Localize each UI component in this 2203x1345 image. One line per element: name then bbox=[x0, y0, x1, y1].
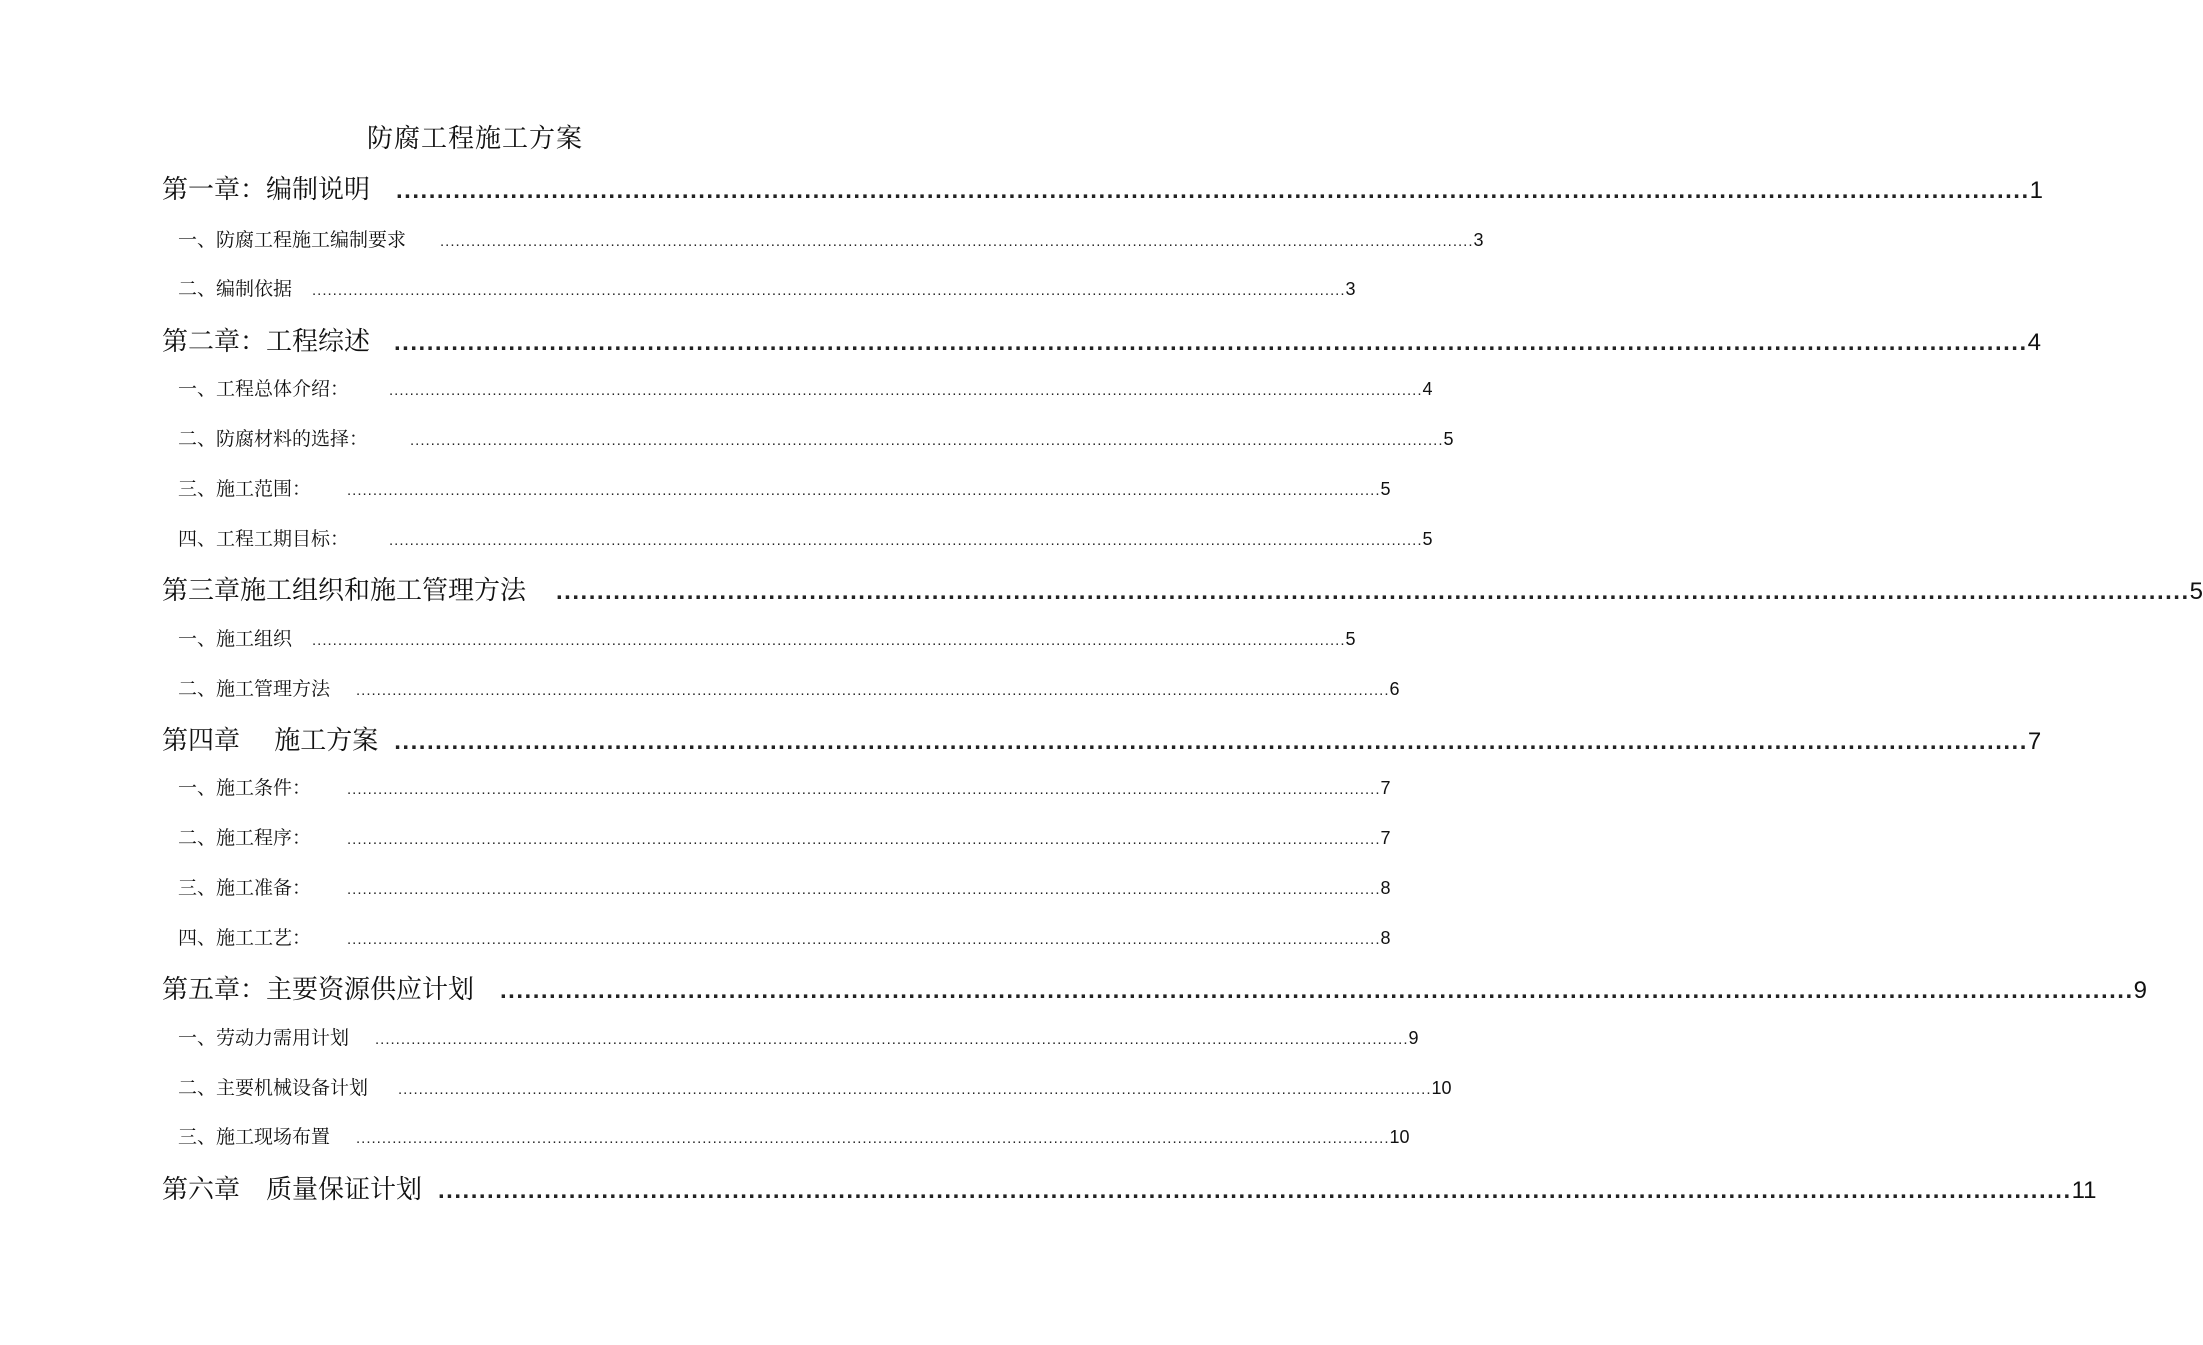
toc-dot-leader: ........................................................................................................................................................................................................ bbox=[396, 177, 2030, 204]
toc-page-number: 5 bbox=[2189, 578, 2203, 605]
toc-entry-label: 三、施工准备： bbox=[178, 877, 312, 899]
toc-page-number: 10 bbox=[1431, 1078, 1452, 1098]
toc-section-entry bbox=[178, 225, 1484, 255]
toc-section-entry bbox=[178, 823, 1391, 853]
toc-page-number: 9 bbox=[1408, 1028, 1419, 1048]
toc-entry-label: 二、施工管理方法 bbox=[178, 678, 331, 700]
toc-page-number: 7 bbox=[1380, 778, 1391, 798]
toc-dot-leader: ........................................................................................................................................................................................................ bbox=[500, 977, 2134, 1004]
toc-section-entry bbox=[178, 274, 1356, 304]
toc-dot-leader: ........................................................................................................................................................................................................ bbox=[410, 432, 1444, 449]
toc-page-number: 4 bbox=[1422, 379, 1433, 399]
toc-section-entry bbox=[178, 524, 1433, 554]
toc-page-number: 7 bbox=[2027, 728, 2042, 755]
toc-chapter-entry bbox=[162, 1170, 2097, 1210]
toc-entry-label: 二、防腐材料的选择： bbox=[178, 428, 369, 450]
toc-entry-label: 二、施工程序： bbox=[178, 827, 312, 849]
toc-dot-leader: ........................................................................................................................................................................................................ bbox=[389, 382, 1423, 399]
toc-chapter-entry bbox=[162, 970, 2147, 1010]
toc-entry-label: 二、编制依据 bbox=[178, 278, 293, 300]
toc-entry-label: 一、工程总体介绍： bbox=[178, 378, 350, 400]
toc-page-number: 8 bbox=[1380, 878, 1391, 898]
toc-page-number: 5 bbox=[1380, 479, 1391, 499]
toc-entry-label: 一、劳动力需用计划 bbox=[178, 1027, 350, 1049]
toc-dot-leader: ........................................................................................................................................................................................................ bbox=[440, 233, 1474, 250]
toc-entry-label: 四、工程工期目标： bbox=[178, 528, 350, 550]
toc-entry-label: 第五章：主要资源供应计划 bbox=[162, 975, 475, 1005]
toc-dot-leader: ........................................................................................................................................................................................................ bbox=[312, 282, 1346, 299]
toc-page-number: 11 bbox=[2071, 1177, 2097, 1204]
toc-dot-leader: ........................................................................................................................................................................................................ bbox=[556, 578, 2190, 605]
toc-entry-label: 第一章：编制说明 bbox=[162, 175, 371, 205]
toc-chapter-entry bbox=[162, 322, 2041, 362]
toc-section-entry bbox=[178, 923, 1391, 953]
toc-entry-label: 二、主要机械设备计划 bbox=[178, 1077, 369, 1099]
toc-entry-label: 第六章 质量保证计划 bbox=[162, 1175, 423, 1205]
toc-section-entry bbox=[178, 873, 1391, 903]
toc-dot-leader: ........................................................................................................................................................................................................ bbox=[389, 532, 1423, 549]
toc-dot-leader: ........................................................................................................................................................................................................ bbox=[394, 728, 2028, 755]
toc-dot-leader: ........................................................................................................................................................................................................ bbox=[312, 632, 1346, 649]
toc-dot-leader: ........................................................................................................................................................................................................ bbox=[347, 931, 1381, 948]
toc-dot-leader: ........................................................................................................................................................................................................ bbox=[356, 682, 1390, 699]
toc-entry-label: 第三章施工组织和施工管理方法 bbox=[162, 576, 527, 606]
toc-entry-label: 一、施工组织 bbox=[178, 628, 293, 650]
toc-page-number: 4 bbox=[2027, 329, 2041, 356]
toc-page-number: 6 bbox=[1389, 679, 1400, 699]
document-title: 防腐工程施工方案 bbox=[366, 124, 583, 154]
toc-page-number: 7 bbox=[1380, 828, 1391, 848]
toc-entry-label: 第二章：工程综述 bbox=[162, 327, 371, 357]
toc-page-number: 3 bbox=[1345, 279, 1356, 299]
toc-section-entry bbox=[178, 674, 1400, 704]
toc-dot-leader: ........................................................................................................................................................................................................ bbox=[347, 831, 1381, 848]
toc-entry-label: 四、施工工艺： bbox=[178, 927, 312, 949]
toc-dot-leader: ........................................................................................................................................................................................................ bbox=[375, 1031, 1409, 1048]
toc-dot-leader: ........................................................................................................................................................................................................ bbox=[398, 1081, 1432, 1098]
toc-page-number: 10 bbox=[1389, 1127, 1410, 1147]
toc-section-entry bbox=[178, 624, 1356, 654]
toc-chapter-entry bbox=[162, 571, 2203, 611]
toc-entry-label: 一、防腐工程施工编制要求 bbox=[178, 229, 407, 251]
toc-section-entry bbox=[178, 773, 1391, 803]
toc-entry-label: 三、施工范围： bbox=[178, 478, 312, 500]
toc-section-entry bbox=[178, 474, 1391, 504]
toc-section-entry bbox=[178, 424, 1454, 454]
toc-dot-leader: ........................................................................................................................................................................................................ bbox=[394, 329, 2028, 356]
toc-dot-leader: ........................................................................................................................................................................................................ bbox=[347, 482, 1381, 499]
toc-entry-label: 三、施工现场布置 bbox=[178, 1126, 331, 1148]
toc-page-number: 9 bbox=[2133, 977, 2147, 1004]
toc-section-entry bbox=[178, 1122, 1410, 1152]
toc-page-number: 3 bbox=[1473, 230, 1484, 250]
toc-section-entry bbox=[178, 374, 1433, 404]
toc-section-entry bbox=[178, 1023, 1419, 1053]
toc-entry-label: 第四章 施工方案 bbox=[162, 726, 379, 756]
toc-page-number: 1 bbox=[2029, 177, 2043, 204]
toc-page-number: 5 bbox=[1345, 629, 1356, 649]
toc-dot-leader: ........................................................................................................................................................................................................ bbox=[438, 1177, 2072, 1204]
toc-section-entry bbox=[178, 1073, 1452, 1103]
toc-dot-leader: ........................................................................................................................................................................................................ bbox=[347, 781, 1381, 798]
toc-page-number: 5 bbox=[1422, 529, 1433, 549]
toc-chapter-entry bbox=[162, 170, 2043, 210]
toc-entry-label: 一、施工条件： bbox=[178, 777, 312, 799]
toc-page-number: 5 bbox=[1443, 429, 1454, 449]
toc-chapter-entry bbox=[162, 721, 2042, 761]
toc-page-number: 8 bbox=[1380, 928, 1391, 948]
toc-dot-leader: ........................................................................................................................................................................................................ bbox=[347, 881, 1381, 898]
toc-dot-leader: ........................................................................................................................................................................................................ bbox=[356, 1130, 1390, 1147]
